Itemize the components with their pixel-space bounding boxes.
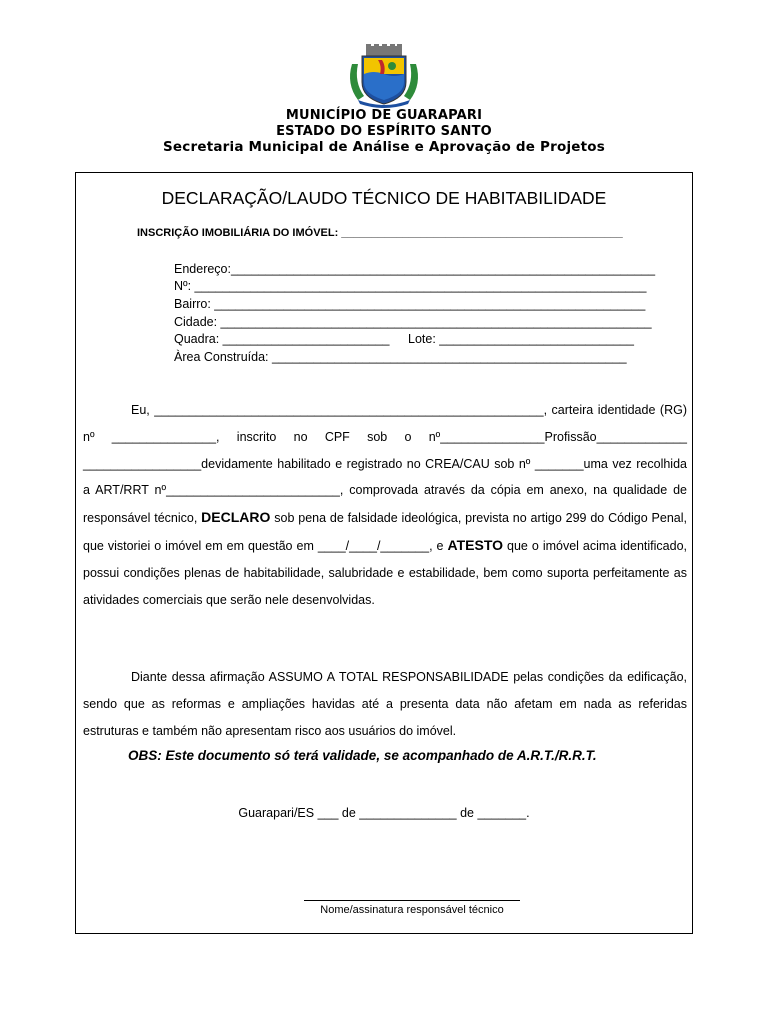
endereco-field[interactable]: Endereço:_____________________________________________________________ (174, 262, 656, 276)
place-date-line[interactable]: Guarapari/ES ___ de ______________ de _______. (238, 806, 530, 820)
declaro-keyword: DECLARO (201, 509, 271, 526)
responsibility-paragraph (83, 664, 687, 744)
declaration-text-1: Eu, ________________________________________________________, carteira identidade (RG) nº _______________, inscrito no CPF sob o nº_______________Profissão_____________ _________________devidamente habilitado e registrado no CREA/CAU sob nº _______uma vez recolhida a ART/RRT nº_________________________, comprovada através da cópia em anexo, na qualidade de responsável técnico, (83, 403, 687, 526)
municipality-name: MUNICÍPIO DE GUARAPARI (285, 108, 483, 123)
declaration-text-2: sob pena de falsidade ideológica, prevista no artigo 299 do Código Penal, que vistoriei o imóvel em em questão em ____/____/_______, e (83, 511, 687, 553)
quadra-field[interactable]: Quadra: ________________________ (174, 332, 390, 346)
atesto-keyword: ATESTO (447, 536, 504, 553)
obs-note: OBS: Este documento só terá validade, se acompanhado de A.R.T./R.R.T. (128, 748, 597, 763)
area-construida-field[interactable]: Àrea Construída: ___________________________________________________ (174, 350, 627, 364)
lote-field[interactable]: Lote: ____________________________ (408, 332, 634, 346)
municipal-coat-of-arms-icon (344, 44, 424, 108)
document-title: DECLARAÇÃO/LAUDO TÉCNICO DE HABITABILIDADE (161, 188, 607, 208)
signature-line[interactable] (304, 900, 520, 901)
signature-caption: Nome/assinatura responsável técnico (320, 904, 504, 916)
department-name: Secretaria Municipal de Análise e Aprovação de Projetos (163, 139, 605, 155)
declaration-paragraph (83, 397, 687, 613)
responsibility-text: Diante dessa afirmação ASSUMO A TOTAL RESPONSABILIDADE pelas condições da edificação, sendo que as reformas e ampliações havidas até a presenta data não afetam em nada as referidas estruturas e também não apresentam risco aos usuários do imóvel. (83, 670, 687, 738)
cidade-field[interactable]: Cidade: ______________________________________________________________ (174, 315, 652, 329)
numero-field[interactable]: Nº: _________________________________________________________________ (174, 279, 647, 293)
bairro-field[interactable]: Bairro: ______________________________________________________________ (174, 297, 646, 311)
declaration-text-3: que o imóvel acima identificado, possui condições plenas de habitabilidade, salubridade e estabilidade, bem como suporta perfeitamente as atividades comerciais que serão nele desenvolvidas. (83, 538, 687, 607)
state-name: ESTADO DO ESPÍRITO SANTO (276, 124, 492, 139)
inscricao-field[interactable]: INSCRIÇÃO IMOBILIÁRIA DO IMÓVEL: ______________________________________________ (137, 227, 623, 239)
